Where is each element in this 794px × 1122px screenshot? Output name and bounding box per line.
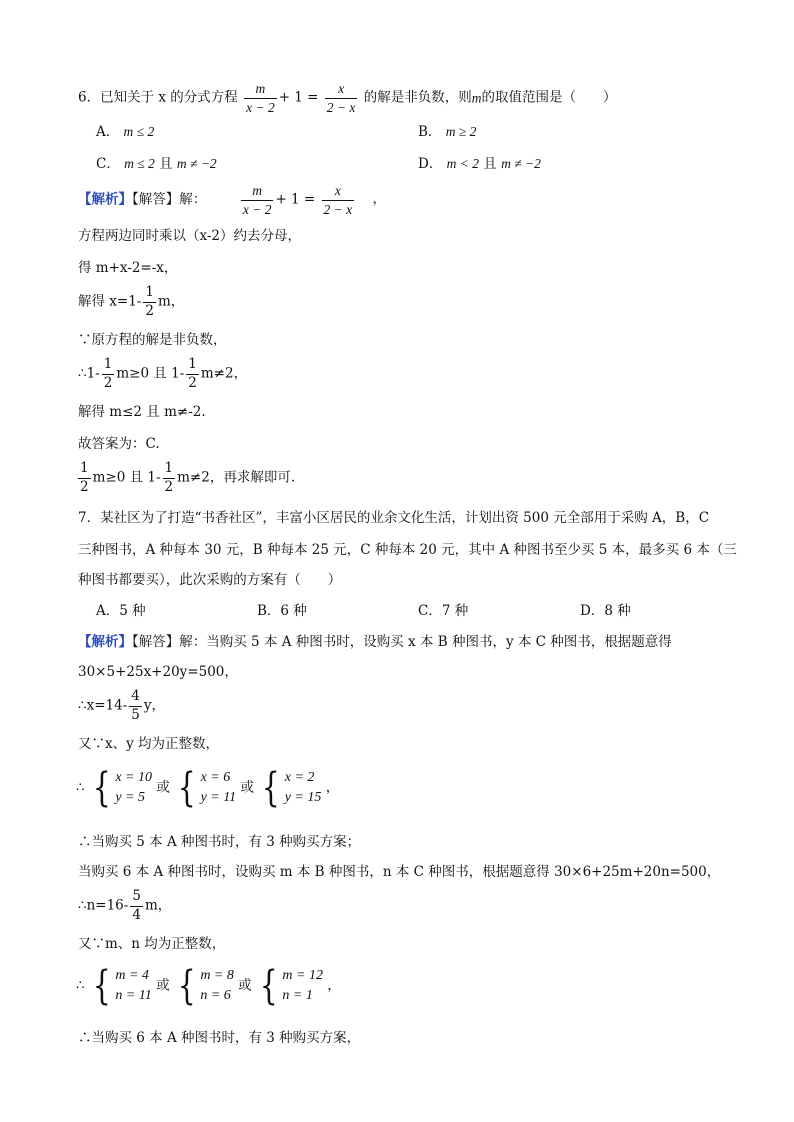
option-c[interactable]: C．7 种 [418,603,469,619]
solution-line: $\frac{1}{2}$ m≥0 且 1- $\frac{1}{2}$ m≠2，再求解即可. [80,460,296,495]
option-b[interactable]: B．6 种 [257,603,307,619]
analysis-tag: 【解析】 [78,191,132,208]
fraction-x-over-2-minus-x: $\frac{x}{2 - x}$ [326,81,356,115]
option-c[interactable]: C． m ≤ 2 且 m ≠ −2 [96,156,217,172]
solution-line: 30×5+25x+20y=500， [78,664,238,680]
question-7-stem: 种图书都要买），此次采购的方案有（ ） [78,572,342,588]
equation-system: { x = 6 y = 11 [177,765,237,811]
solution-line: ∴当购买 6 本 A 种图书时，有 3 种购买方案， [78,1030,361,1046]
equation-system-group-1: ∴ { x = 10 y = 5 或 { x = 6 y = 11 或 { x = 2 y = 15 ， [76,765,340,811]
equation-system: { m = 12 n = 1 [259,963,323,1009]
solution-line: ∵原方程的解是非负数， [78,332,227,348]
fraction-half: $\frac{1}{2}$ [145,284,154,319]
question-number: 6． [78,89,101,106]
fraction-m-over-x-minus-2: $\frac{m}{x - 2}$ [242,183,272,217]
solution-line: 当购买 6 本 A 种图书时，设购买 m 本 B 种图书，n 本 C 种图书，根据题意得 30×6+25m+20n=500， [78,864,721,880]
equation-system-group-2: ∴ { m = 4 n = 11 或 { m = 8 n = 6 或 { m = 12 n = 1 ， [76,963,341,1009]
question-7-stem: 7．某社区为了打造“书香社区”，丰富小区居民的业余文化生活，计划出资 500 元全部用于采购 A，B，C [78,510,710,526]
option-b[interactable]: B． m ≥ 2 [418,124,477,140]
question-7-stem: 三种图书，A 种每本 30 元，B 种每本 25 元，C 种每本 20 元，其中 A 种图书至少买 5 本，最多买 6 本（三 [78,542,737,558]
option-a[interactable]: A．5 种 [96,603,146,619]
solution-line: 又∵x、y 均为正整数， [78,736,220,752]
question-text: 已知关于 x 的分式方程 [100,89,238,106]
solution-line: 得 m+x-2=-x， [78,260,178,276]
equation-system: { m = 4 n = 11 [92,963,152,1009]
solution-7-lead: 【解析】【解答】解：当购买 5 本 A 种图书时，设购买 x 本 B 种图书，y 本 C 种图书，根据题意得 [78,634,672,650]
option-d[interactable]: D． m < 2 且 m ≠ −2 [418,156,541,172]
solution-line: 方程两边同时乘以（x-2）约去分母， [78,228,302,244]
solution-6-lead: 【解析】【解答】解： $\frac{m}{x - 2}$ + 1 = $\frac{x}{2 - x}$ ， [78,183,386,217]
fraction-m-over-x-minus-2: $\frac{m}{x - 2}$ [246,81,275,115]
fraction-half: $\frac{1}{2}$ [188,356,197,391]
fraction-half: $\frac{1}{2}$ [164,460,174,495]
equation-system: { x = 2 y = 15 [262,765,322,811]
equation-system: { x = 10 y = 5 [92,765,153,811]
solution-answer: 故答案为：C. [78,436,160,452]
analysis-tag: 【解析】 [78,634,132,650]
fraction-half: $\frac{1}{2}$ [80,460,89,495]
option-d[interactable]: D．8 种 [580,603,631,619]
solution-line: 解得 m≤2 且 m≠-2. [78,404,206,420]
fraction-half: $\frac{1}{2}$ [103,356,113,391]
solution-line: ∴当购买 5 本 A 种图书时，有 3 种购买方案； [78,834,361,850]
solution-line: ∴1- $\frac{1}{2}$ m≥0 且 1- $\frac{1}{2}$ m≠2， [78,356,248,391]
option-a[interactable]: A． m ≤ 2 [96,124,155,140]
fraction-four-fifths: $\frac{4}{5}$ [131,688,140,723]
fraction-x-over-2-minus-x: $\frac{x}{2 - x}$ [323,183,353,217]
equation-system: { m = 8 n = 6 [177,963,234,1009]
fraction-five-fourths: $\frac{5}{4}$ [132,888,141,923]
solution-line: 解得 x=1- $\frac{1}{2}$ m， [78,284,185,319]
solution-line: ∴x=14- $\frac{4}{5}$ y， [78,688,165,723]
question-6-stem: 6．已知关于 x 的分式方程 $\frac{m}{x - 2}$ + 1 = $\frac{x}{2 - x}$ 的解是非负数，则m的取值范围是（ ） [78,81,617,115]
solution-line: ∴n=16- $\frac{5}{4}$ m， [78,888,172,923]
solution-line: 又∵m、n 均为正整数， [78,936,226,952]
